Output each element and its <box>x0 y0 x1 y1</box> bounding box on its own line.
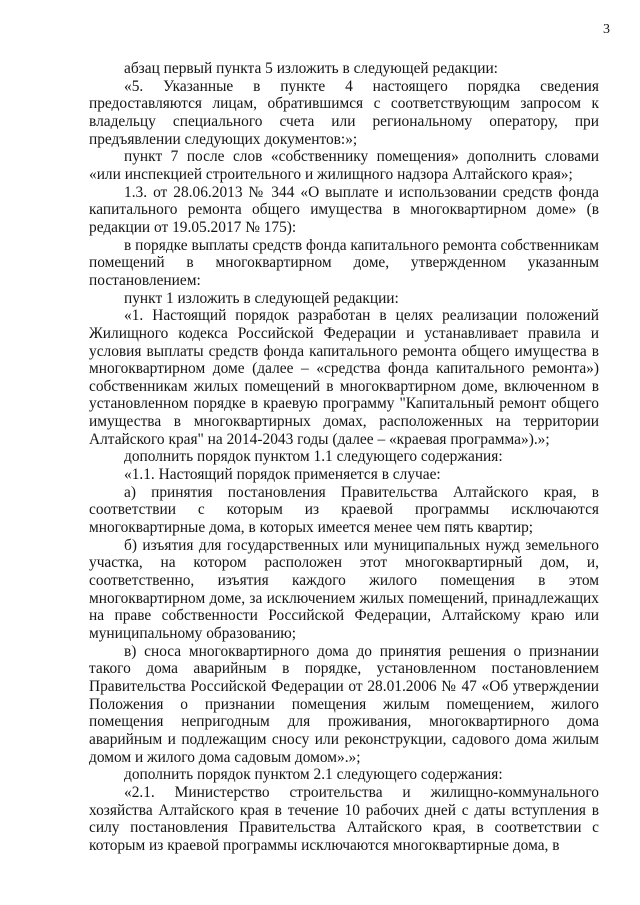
paragraph-subpoint-c: в) сноса многоквартирного дома до принятия решения о признании такого дома аварийным в порядке, установленном постановлением Правительства Российской Федерации от 28.01.2006 № 47 «Об утверждении Положения о признании помещения жилым помещением, жилого помещения непригодным для проживания, многоквартирного дома аварийным и подлежащим сносу или реконструкции, садового дома жилым домом и жилого дома садовым домом».»; <box>89 642 599 766</box>
paragraph-point-2-1-text: «2.1. Министерство строительства и жилищно-коммунального хозяйства Алтайского края в течение 10 рабочих дней с даты вступления в силу постановления Правительства Алтайского края, в соответствии с которым из краевой программы исключаются многоквартирные дома, в <box>89 783 599 854</box>
paragraph-add-point-2-1: дополнить порядок пунктом 2.1 следующего содержания: <box>124 766 503 784</box>
paragraph-point-5-text: «5. Указанные в пункте 4 настоящего порядка сведения предоставляются лицам, обратившимся с соответствующим запросом к владельцу специального счета или региональному оператору, при предъявлении следующих документов:»; <box>89 77 599 148</box>
paragraph-subpoint-b: б) изъятия для государственных или муниципальных нужд земельного участка, на котором расположен этот многоквартирный дом, и, соответственно, изъятия каждого жилого помещения в этом многоквартирном доме, за исключением жилых помещений, принадлежащих на праве собственности Российской Федерации, Алтайскому краю или муниципальному образованию; <box>89 536 599 642</box>
paragraph-add-point-1-1: дополнить порядок пунктом 1.1 следующего содержания: <box>124 448 503 466</box>
paragraph-point-1-1-text: «1.1. Настоящий порядок применяется в случае: <box>124 466 441 484</box>
page-number: 3 <box>603 22 610 37</box>
paragraph-point-1-text: «1. Настоящий порядок разработан в целях реализации положений Жилищного кодекса Российской Федерации и устанавливает правила и условия выплаты средств фонда капитального ремонта общего имущества в многоквартирном доме (далее – «средства фонда капитального ремонта») собственникам жилых помещений в многоквартирном доме, включенном в установленном порядке в краевую программу "Капитальный ремонт общего имущества в многоквартирных домах, расположенных на территории Алтайского края" на 2014-2043 годы (далее – «краевая программа»).»; <box>89 307 599 448</box>
paragraph-amend-point-5: абзац первый пункта 5 изложить в следующей редакции: <box>124 60 498 77</box>
paragraph-amend-point-1: пункт 1 изложить в следующей редакции: <box>124 289 399 307</box>
paragraph-item-1-3: 1.3. от 28.06.2013 № 344 «О выплате и использовании средств фонда капитального ремонта общего имущества в многоквартирном доме» (в редакции от 19.05.2017 № 175): <box>89 183 599 236</box>
paragraph-payment-procedure: в порядке выплаты средств фонда капитального ремонта собственникам помещений в многоквартирном доме, утвержденном указанным постановлением: <box>89 236 599 289</box>
paragraph-subpoint-a: а) принятия постановления Правительства Алтайского края, в соответствии с которым из краевой программы исключаются многоквартирные дома, в которых имеется менее чем пять квартир; <box>89 483 599 537</box>
document-body <box>89 60 599 855</box>
paragraph-amend-point-7: пункт 7 после слов «собственнику помещения» дополнить словами «или инспекцией строительного и жилищного надзора Алтайского края»; <box>89 148 599 183</box>
